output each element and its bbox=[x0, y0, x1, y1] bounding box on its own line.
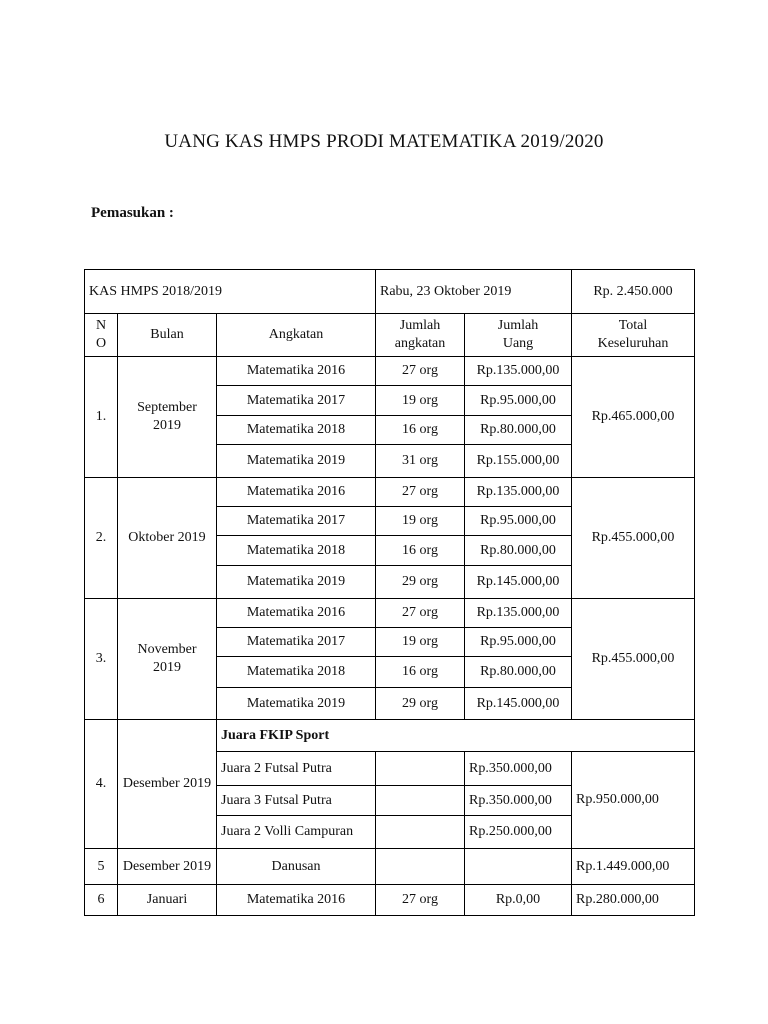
row-amount: Rp.145.000,00 bbox=[465, 566, 572, 599]
row-amount: Rp.155.000,00 bbox=[465, 445, 572, 478]
row-count: 27 org bbox=[376, 599, 465, 628]
summary-label: KAS HMPS 2018/2019 bbox=[85, 270, 376, 314]
row-angkatan: Matematika 2017 bbox=[217, 507, 376, 536]
table-row bbox=[85, 720, 695, 752]
row-month: Desember 2019 bbox=[118, 720, 217, 849]
header-total: Total Keseluruhan bbox=[572, 314, 695, 357]
row-number: 6 bbox=[85, 885, 118, 916]
row-amount: Rp.350.000,00 bbox=[465, 786, 572, 816]
row-amount: Rp.145.000,00 bbox=[465, 688, 572, 720]
row-total: Rp.1.449.000,00 bbox=[572, 849, 695, 885]
header-no bbox=[85, 314, 118, 357]
row-month: September 2019 bbox=[118, 357, 217, 478]
row-count: 16 org bbox=[376, 416, 465, 445]
row-angkatan: Danusan bbox=[217, 849, 376, 885]
row-number: 2. bbox=[85, 478, 118, 599]
row-count: 27 org bbox=[376, 885, 465, 916]
row-angkatan: Matematika 2019 bbox=[217, 688, 376, 720]
row-angkatan: Matematika 2016 bbox=[217, 885, 376, 916]
header-jumlah-angkatan: Jumlah angkatan bbox=[376, 314, 465, 357]
row-subheader: Juara FKIP Sport bbox=[217, 720, 695, 752]
row-count: 29 org bbox=[376, 566, 465, 599]
row-number: 4. bbox=[85, 720, 118, 849]
row-angkatan: Juara 2 Futsal Putra bbox=[217, 752, 376, 786]
row-month: November 2019 bbox=[118, 599, 217, 720]
row-amount: Rp.250.000,00 bbox=[465, 816, 572, 849]
row-month: Oktober 2019 bbox=[118, 478, 217, 599]
table-row bbox=[85, 885, 695, 916]
table-row bbox=[85, 849, 695, 885]
row-total: Rp.950.000,00 bbox=[572, 752, 695, 849]
header-bulan: Bulan bbox=[118, 314, 217, 357]
row-angkatan: Matematika 2017 bbox=[217, 386, 376, 416]
row-count: 29 org bbox=[376, 688, 465, 720]
row-total: Rp.465.000,00 bbox=[572, 357, 695, 478]
row-amount: Rp.135.000,00 bbox=[465, 599, 572, 628]
row-count: 31 org bbox=[376, 445, 465, 478]
cash-table bbox=[84, 269, 695, 916]
row-count bbox=[376, 752, 465, 786]
row-angkatan: Matematika 2017 bbox=[217, 628, 376, 657]
summary-date: Rabu, 23 Oktober 2019 bbox=[376, 270, 572, 314]
row-amount: Rp.95.000,00 bbox=[465, 628, 572, 657]
row-amount: Rp.80.000,00 bbox=[465, 657, 572, 688]
row-amount: Rp.135.000,00 bbox=[465, 478, 572, 507]
row-total: Rp.455.000,00 bbox=[572, 478, 695, 599]
row-count bbox=[376, 816, 465, 849]
row-count: 27 org bbox=[376, 478, 465, 507]
row-count bbox=[376, 849, 465, 885]
table-row bbox=[85, 357, 695, 386]
row-amount: Rp.0,00 bbox=[465, 885, 572, 916]
row-number: 3. bbox=[85, 599, 118, 720]
table-row bbox=[85, 599, 695, 628]
row-count: 19 org bbox=[376, 628, 465, 657]
row-number: 5 bbox=[85, 849, 118, 885]
row-amount bbox=[465, 849, 572, 885]
row-amount: Rp.95.000,00 bbox=[465, 507, 572, 536]
row-angkatan: Juara 2 Volli Campuran bbox=[217, 816, 376, 849]
row-angkatan: Matematika 2016 bbox=[217, 357, 376, 386]
header-jumlah-uang: Jumlah Uang bbox=[465, 314, 572, 357]
header-no-line1: N bbox=[95, 318, 107, 333]
row-month: Desember 2019 bbox=[118, 849, 217, 885]
row-angkatan: Matematika 2018 bbox=[217, 657, 376, 688]
document-title: UANG KAS HMPS PRODI MATEMATIKA 2019/2020 bbox=[164, 131, 604, 152]
row-count: 19 org bbox=[376, 386, 465, 416]
row-angkatan: Matematika 2016 bbox=[217, 478, 376, 507]
row-count bbox=[376, 786, 465, 816]
summary-row bbox=[85, 270, 695, 314]
row-count: 16 org bbox=[376, 657, 465, 688]
row-angkatan: Matematika 2019 bbox=[217, 566, 376, 599]
table-row bbox=[85, 478, 695, 507]
row-amount: Rp.135.000,00 bbox=[465, 357, 572, 386]
row-angkatan: Matematika 2019 bbox=[217, 445, 376, 478]
row-number: 1. bbox=[85, 357, 118, 478]
row-amount: Rp.350.000,00 bbox=[465, 752, 572, 786]
row-angkatan: Matematika 2018 bbox=[217, 416, 376, 445]
row-count: 16 org bbox=[376, 536, 465, 566]
summary-amount: Rp. 2.450.000 bbox=[572, 270, 695, 314]
row-amount: Rp.80.000,00 bbox=[465, 536, 572, 566]
row-total: Rp.280.000,00 bbox=[572, 885, 695, 916]
row-month: Januari bbox=[118, 885, 217, 916]
row-total: Rp.455.000,00 bbox=[572, 599, 695, 720]
row-count: 19 org bbox=[376, 507, 465, 536]
row-angkatan: Juara 3 Futsal Putra bbox=[217, 786, 376, 816]
row-angkatan: Matematika 2016 bbox=[217, 599, 376, 628]
row-angkatan: Matematika 2018 bbox=[217, 536, 376, 566]
section-label: Pemasukan : bbox=[91, 205, 174, 221]
header-row bbox=[85, 314, 695, 357]
row-count: 27 org bbox=[376, 357, 465, 386]
row-amount: Rp.95.000,00 bbox=[465, 386, 572, 416]
row-amount: Rp.80.000,00 bbox=[465, 416, 572, 445]
header-angkatan: Angkatan bbox=[217, 314, 376, 357]
header-no-line2: O bbox=[95, 336, 107, 351]
